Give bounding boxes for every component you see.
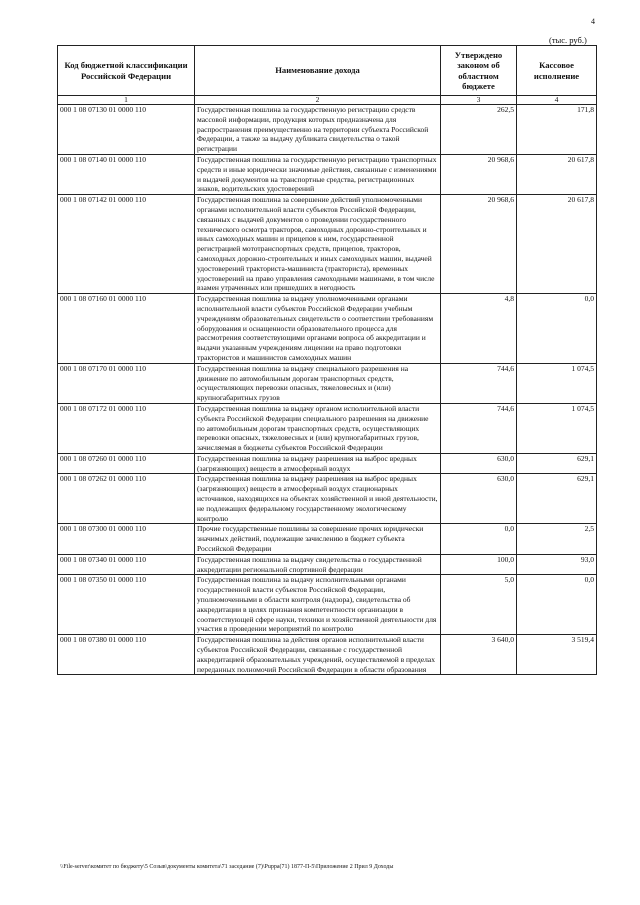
- table-row: [58, 474, 597, 524]
- executed-value: 1 074,5: [517, 403, 597, 453]
- executed-value: 0,0: [517, 575, 597, 635]
- approved-value: 20 968,6: [441, 154, 517, 194]
- column-number-row: [58, 96, 597, 105]
- executed-value: 93,0: [517, 554, 597, 575]
- budget-code: 000 1 08 07130 01 0000 110: [58, 105, 195, 155]
- revenue-table: [57, 45, 597, 675]
- revenue-name: Государственная пошлина за совершение действий уполномоченными органами исполнительной власти субъектов Российской Федерации, связанных с выдачей документов о проведении государственного технического осмотра тракторов, самоходных дорожно-строительных и иных самоходных машин и прицепов к ним, государственной регистрацией мототранспортных средств, прицепов, тракторов, самоходных дорожно-строительных и иных самоходных машин, выдачей удостоверений тракториста-машиниста (тракториста), временных удостоверений на право управления самоходными машинами, в том числе взамен утраченных или пришедших в негодность: [195, 195, 441, 294]
- table-row: [58, 524, 597, 554]
- approved-value: 100,0: [441, 554, 517, 575]
- table-row: [58, 363, 597, 403]
- budget-code: 000 1 08 07140 01 0000 110: [58, 154, 195, 194]
- approved-value: 20 968,6: [441, 195, 517, 294]
- budget-code: 000 1 08 07262 01 0000 110: [58, 474, 195, 524]
- table-row: [58, 105, 597, 155]
- budget-code: 000 1 08 07350 01 0000 110: [58, 575, 195, 635]
- header-executed: Кассовое исполнение: [517, 46, 597, 96]
- revenue-name: Государственная пошлина за выдачу органом исполнительной власти субъекта Российской Федерации специального разрешения на движение по автомобильным дорогам транспортных средств, осуществляющих перевозки опасных, тяжеловесных и (или) крупногабаритных грузов, зачисляемая в бюджеты субъектов Российской Федерации: [195, 403, 441, 453]
- executed-value: 629,1: [517, 474, 597, 524]
- table-row: [58, 154, 597, 194]
- budget-code: 000 1 08 07142 01 0000 110: [58, 195, 195, 294]
- approved-value: 744,6: [441, 363, 517, 403]
- approved-value: 0,0: [441, 524, 517, 554]
- header-code: Код бюджетной классификации Российской Федерации: [58, 46, 195, 96]
- column-number: 1: [58, 96, 195, 105]
- approved-value: 630,0: [441, 453, 517, 474]
- budget-code: 000 1 08 07260 01 0000 110: [58, 453, 195, 474]
- column-number: 4: [517, 96, 597, 105]
- executed-value: 171,8: [517, 105, 597, 155]
- approved-value: 5,0: [441, 575, 517, 635]
- header-approved: Утверждено законом об областном бюджете: [441, 46, 517, 96]
- approved-value: 744,6: [441, 403, 517, 453]
- executed-value: 3 519,4: [517, 635, 597, 675]
- revenue-name: Государственная пошлина за выдачу специального разрешения на движение по автомобильным дорогам транспортных средств, осуществляющих перевозки опасных, тяжеловесных и (или) крупногабаритных грузов: [195, 363, 441, 403]
- budget-code: 000 1 08 07160 01 0000 110: [58, 294, 195, 364]
- executed-value: 1 074,5: [517, 363, 597, 403]
- budget-code: 000 1 08 07170 01 0000 110: [58, 363, 195, 403]
- column-number: 2: [195, 96, 441, 105]
- table-row: [58, 575, 597, 635]
- file-path-footer: \\File-server\комитет по бюджету\5 Созыв\документы комитета\71 заседание (7)\Рuppa(71) 1877-П-5\Приложение 2 Прил 9 Доходы: [60, 864, 394, 870]
- unit-note: (тыс. руб.): [549, 35, 587, 45]
- revenue-name: Государственная пошлина за государственную регистрацию транспортных средств и иные юридически значимые действия, связанные с изменениями и выдачей документов на транспортные средства, регистрационных знаков, водительских удостоверений: [195, 154, 441, 194]
- column-number: 3: [441, 96, 517, 105]
- executed-value: 0,0: [517, 294, 597, 364]
- approved-value: 4,8: [441, 294, 517, 364]
- table-row: [58, 195, 597, 294]
- budget-code: 000 1 08 07300 01 0000 110: [58, 524, 195, 554]
- page-number: 4: [591, 17, 595, 26]
- budget-code: 000 1 08 07172 01 0000 110: [58, 403, 195, 453]
- executed-value: 629,1: [517, 453, 597, 474]
- revenue-name: Государственная пошлина за выдачу исполнительными органами государственной власти субъектов Российской Федерации, уполномоченными в области контроля (надзора), свидетельства об аккредитации в целях признания компетентности организации в соответствующей сфере науки, техники и хозяйственной деятельности для участия в проведении мероприятий по контролю: [195, 575, 441, 635]
- table-row: [58, 635, 597, 675]
- revenue-name: Прочие государственные пошлины за совершение прочих юридически значимых действий, подлежащие зачислению в бюджет субъекта Российской Федерации: [195, 524, 441, 554]
- header-name: Наименование дохода: [195, 46, 441, 96]
- revenue-name: Государственная пошлина за выдачу разрешения на выброс вредных (загрязняющих) веществ в атмосферный воздух стационарных источников, находящихся на объектах хозяйственной и иной деятельности, не подлежащих федеральному государственному экологическому контролю: [195, 474, 441, 524]
- executed-value: 20 617,8: [517, 195, 597, 294]
- table-row: [58, 294, 597, 364]
- revenue-name: Государственная пошлина за выдачу свидетельства о государственной аккредитации региональной спортивной федерации: [195, 554, 441, 575]
- table-row: [58, 453, 597, 474]
- table-row: [58, 554, 597, 575]
- approved-value: 630,0: [441, 474, 517, 524]
- budget-code: 000 1 08 07340 01 0000 110: [58, 554, 195, 575]
- revenue-name: Государственная пошлина за выдачу уполномоченными органами исполнительной власти субъектов Российской Федерации учебным учреждениям образовательных свидетельств о соответствии требованиям оборудования и оснащенности образовательного процесса для рассмотрения соответствующими органами вопроса об аккредитации и выдачи указанным учреждениям лицензии на право подготовки трактористов и машинистов самоходных машин: [195, 294, 441, 364]
- header-row: [58, 46, 597, 96]
- budget-code: 000 1 08 07380 01 0000 110: [58, 635, 195, 675]
- approved-value: 3 640,0: [441, 635, 517, 675]
- revenue-name: Государственная пошлина за выдачу разрешения на выброс вредных (загрязняющих) веществ в атмосферный воздух: [195, 453, 441, 474]
- table-row: [58, 403, 597, 453]
- executed-value: 2,5: [517, 524, 597, 554]
- revenue-name: Государственная пошлина за действия органов исполнительной власти субъектов Российской Федерации, связанные с государственной аккредитацией образовательных учреждений, осуществляемой в пределах переданных полномочий Российской Федерации в области образования: [195, 635, 441, 675]
- approved-value: 262,5: [441, 105, 517, 155]
- executed-value: 20 617,8: [517, 154, 597, 194]
- revenue-name: Государственная пошлина за государственную регистрацию средств массовой информации, продукция которых предназначена для распространения преимущественно на территории субъекта Российской Федерации, а также за выдачу дубликата свидетельства о такой регистрации: [195, 105, 441, 155]
